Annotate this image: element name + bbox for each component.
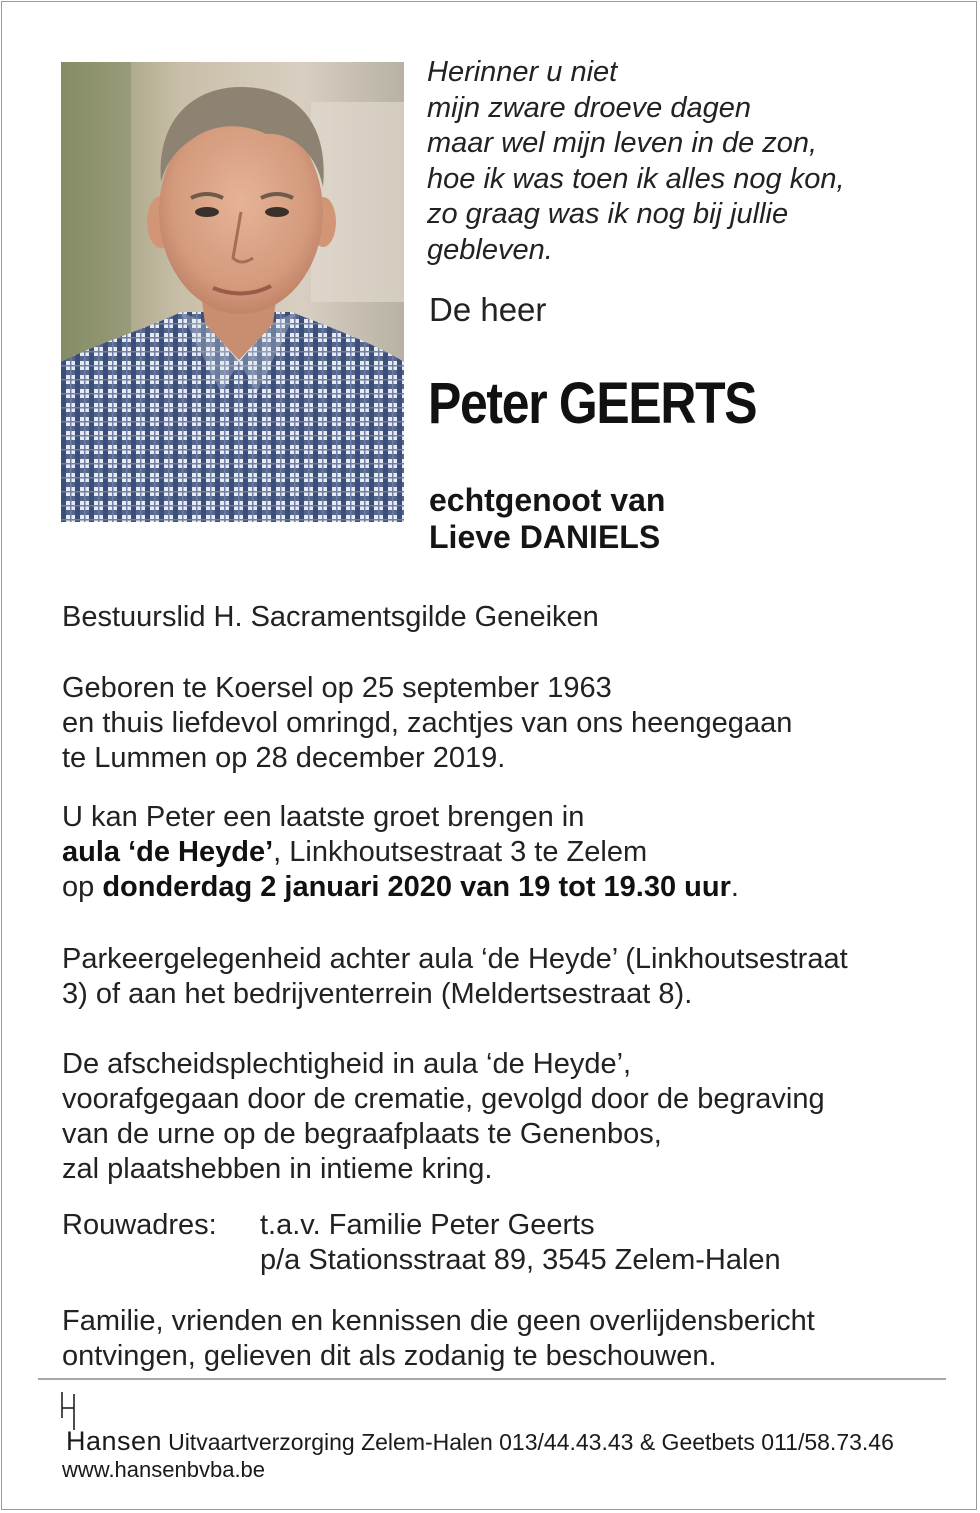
closing-paragraph	[62, 1304, 815, 1374]
poem-line: maar wel mijn leven in de zon,	[427, 127, 818, 159]
mourning-address	[62, 1208, 781, 1278]
portrait-photo	[61, 62, 404, 522]
visitation-op: op	[62, 871, 103, 903]
portrait-image	[61, 62, 404, 522]
poem-line: gebleven.	[427, 233, 553, 266]
birth-paragraph	[62, 671, 792, 776]
birth-line: te Lummen op 28 december 2019.	[62, 742, 506, 774]
poem-line: Herinner u niet	[427, 56, 618, 88]
birth-line: Geboren te Koersel op 25 september 1963	[62, 672, 612, 704]
brand-name: Hansen	[66, 1426, 163, 1456]
closing-line: ontvingen, gelieven dit als zodanig te beschouwen.	[62, 1340, 717, 1372]
birth-line: en thuis liefdevol omringd, zachtjes van ons heengegaan	[62, 707, 793, 739]
ceremony-line: zal plaatshebben in intieme kring.	[62, 1153, 493, 1185]
spouse-block	[429, 482, 665, 556]
visitation-time	[62, 870, 739, 905]
visitation-intro: U kan Peter een laatste groet brengen in	[62, 801, 585, 833]
ceremony-paragraph	[62, 1047, 825, 1187]
visitation-location	[62, 835, 739, 870]
poem-line: mijn zware droeve dagen	[427, 91, 752, 124]
visitation-address: , Linkhoutsestraat 3 te Zelem	[273, 836, 648, 868]
parking-line: 3) of aan het bedrijventerrein (Meldertsestraat 8).	[62, 978, 693, 1010]
poem-line: zo graag was ik nog bij jullie	[427, 198, 789, 230]
website-link[interactable]: www.hansenbvba.be	[62, 1457, 266, 1482]
address-line-1: t.a.v. Familie Peter Geerts	[260, 1209, 595, 1241]
memorial-poem	[427, 55, 845, 268]
visitation-paragraph	[62, 800, 739, 905]
funeral-service: Uitvaartverzorging Zelem-Halen 013/44.43.43 & Geetbets 011/58.73.46	[168, 1429, 894, 1455]
spouse-name: Lieve DANIELS	[429, 519, 661, 555]
spouse-intro: echtgenoot van	[429, 482, 666, 518]
role-text: Bestuurslid H. Sacramentsgilde Geneiken	[62, 601, 599, 633]
parking-line: Parkeergelegenheid achter aula ‘de Heyde’ (Linkhoutsestraat	[62, 943, 848, 975]
funeral-home-line	[62, 1426, 894, 1457]
address-label: Rouwadres:	[62, 1209, 217, 1241]
obituary-card	[1, 1, 977, 1510]
visitation-end: .	[730, 871, 739, 903]
footer-divider	[38, 1378, 946, 1380]
poem-line: hoe ik was toen ik alles nog kon,	[427, 162, 845, 195]
ceremony-line: voorafgegaan door de crematie, gevolgd door de begraving	[62, 1083, 825, 1115]
deceased-name: Peter GEERTS	[428, 371, 757, 436]
parking-paragraph	[62, 942, 848, 1012]
visitation-venue: aula ‘de Heyde’	[62, 836, 274, 868]
ceremony-line: van de urne op de begraafplaats te Genenbos,	[62, 1118, 662, 1150]
closing-line: Familie, vrienden en kennissen die geen overlijdensbericht	[62, 1305, 815, 1337]
address-line-2: p/a Stationsstraat 89, 3545 Zelem-Halen	[260, 1244, 781, 1276]
ceremony-line: De afscheidsplechtigheid in aula ‘de Heyde’,	[62, 1048, 632, 1080]
salutation: De heer	[429, 291, 547, 328]
visitation-datetime: donderdag 2 januari 2020 van 19 tot 19.30 uur	[102, 871, 731, 903]
